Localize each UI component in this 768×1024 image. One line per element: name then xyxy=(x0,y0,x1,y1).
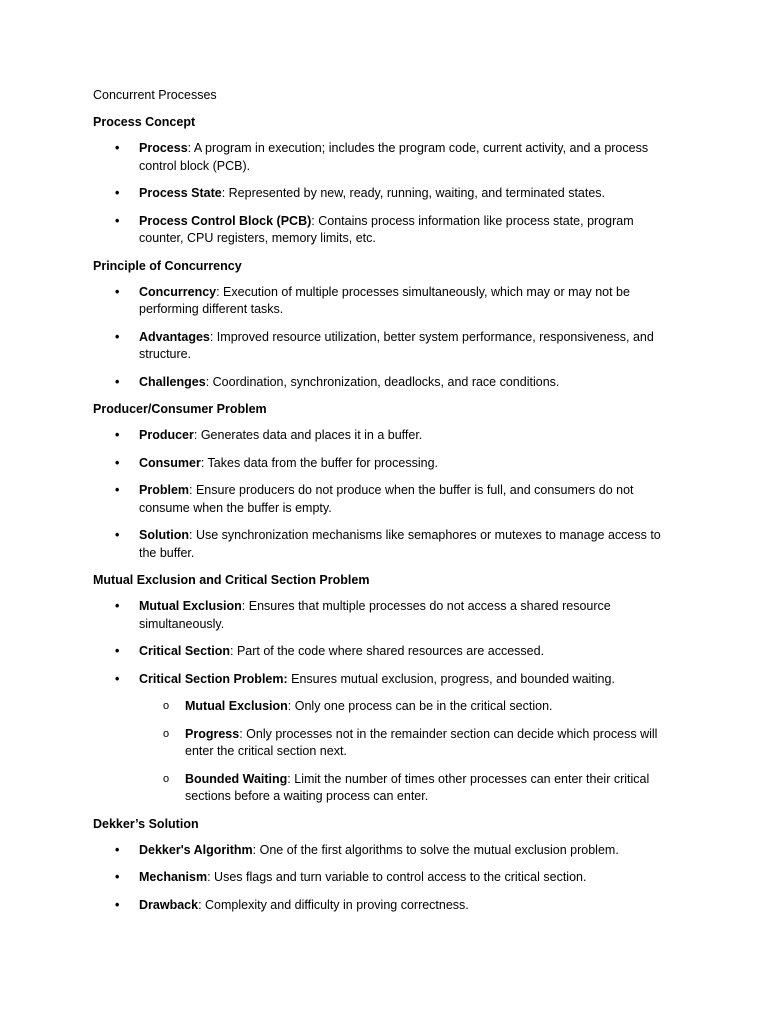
item-text: Ensures mutual exclusion, progress, and bounded waiting. xyxy=(287,671,615,686)
item-term: Consumer xyxy=(139,455,201,470)
section-heading-principle-of-concurrency: Principle of Concurrency xyxy=(93,258,242,273)
list-item xyxy=(93,284,678,319)
item-term: Mutual Exclusion xyxy=(185,699,288,713)
sub-bullet-list xyxy=(139,698,678,806)
list-item xyxy=(93,427,678,445)
item-text: : Ensures that multiple processes do not access a shared resource simultaneously. xyxy=(139,599,611,631)
list-item xyxy=(93,527,678,562)
sub-list-item xyxy=(139,726,678,761)
list-item xyxy=(93,643,678,661)
item-term: Process Control Block (PCB) xyxy=(139,213,312,228)
list-item xyxy=(93,897,678,915)
item-term: Solution xyxy=(139,528,189,542)
bullet-list-dekkers-solution xyxy=(93,842,678,915)
item-term: Concurrency xyxy=(139,284,217,299)
item-text: : Ensure producers do not produce when the buffer is full, and consumers do not consume when the buffer is empty. xyxy=(139,483,634,515)
item-text: : Improved resource utilization, better system performance, responsiveness, and structure. xyxy=(139,329,654,361)
item-text: : Takes data from the buffer for processing. xyxy=(200,455,438,470)
item-term: Critical Section xyxy=(139,644,230,658)
list-item xyxy=(93,842,678,860)
item-term: Bounded Waiting xyxy=(185,771,288,786)
item-term: Problem xyxy=(139,483,190,497)
list-item xyxy=(93,869,678,887)
list-item xyxy=(93,140,678,175)
item-text: : Generates data and places it in a buffer. xyxy=(193,428,423,442)
section-heading-dekkers-solution: Dekker’s Solution xyxy=(93,816,199,831)
item-text: : Only one process can be in the critical section. xyxy=(287,699,553,713)
list-item xyxy=(93,455,678,473)
item-term: Drawback xyxy=(139,897,199,912)
sub-list-item xyxy=(139,771,678,806)
item-term: Mechanism xyxy=(139,870,208,884)
item-term: Producer xyxy=(139,428,194,442)
sub-list-item xyxy=(139,698,678,716)
item-term: Dekker's Algorithm xyxy=(139,842,253,857)
bullet-list-process-concept xyxy=(93,140,678,248)
list-item xyxy=(93,598,678,633)
item-text: : Execution of multiple processes simultaneously, which may or may not be performing different tasks. xyxy=(139,284,630,316)
item-text: : Only processes not in the remainder section can decide which process will enter the critical section next. xyxy=(185,726,658,758)
list-item xyxy=(93,185,678,203)
item-text: : Coordination, synchronization, deadlocks, and race conditions. xyxy=(205,374,560,389)
item-term: Progress xyxy=(185,726,240,741)
item-text: : A program in execution; includes the program code, current activity, and a process control block (PCB). xyxy=(139,141,649,173)
item-text: : Complexity and difficulty in proving correctness. xyxy=(198,897,469,912)
list-item xyxy=(93,482,678,517)
section-heading-mutual-exclusion: Mutual Exclusion and Critical Section Problem xyxy=(93,573,370,587)
item-term: Advantages xyxy=(139,329,210,344)
item-text: : Part of the code where shared resources are accessed. xyxy=(230,644,545,658)
list-item xyxy=(93,213,678,248)
list-item xyxy=(93,329,678,364)
section-heading-producer-consumer: Producer/Consumer Problem xyxy=(93,402,267,416)
document-title: Concurrent Processes xyxy=(93,88,217,102)
item-term: Critical Section Problem: xyxy=(139,671,288,686)
item-text: : Limit the number of times other processes can enter their critical sections before a waiting process can enter. xyxy=(185,771,650,803)
list-item xyxy=(93,374,678,392)
section-heading-process-concept: Process Concept xyxy=(93,115,196,129)
bullet-list-producer-consumer xyxy=(93,427,678,562)
list-item xyxy=(93,671,678,806)
item-text: : Use synchronization mechanisms like semaphores or mutexes to manage access to the buffer. xyxy=(139,528,661,560)
item-term: Process xyxy=(139,141,188,155)
item-term: Process State xyxy=(139,186,222,200)
item-text: : One of the first algorithms to solve the mutual exclusion problem. xyxy=(252,842,619,857)
item-term: Challenges xyxy=(139,374,206,389)
item-term: Mutual Exclusion xyxy=(139,599,242,613)
item-text: : Represented by new, ready, running, waiting, and terminated states. xyxy=(221,186,606,200)
item-text: : Contains process information like process state, program counter, CPU registers, memory limits, etc. xyxy=(139,213,634,245)
bullet-list-principle-of-concurrency xyxy=(93,284,678,392)
bullet-list-mutual-exclusion xyxy=(93,598,678,806)
item-text: : Uses flags and turn variable to control access to the critical section. xyxy=(207,870,587,884)
